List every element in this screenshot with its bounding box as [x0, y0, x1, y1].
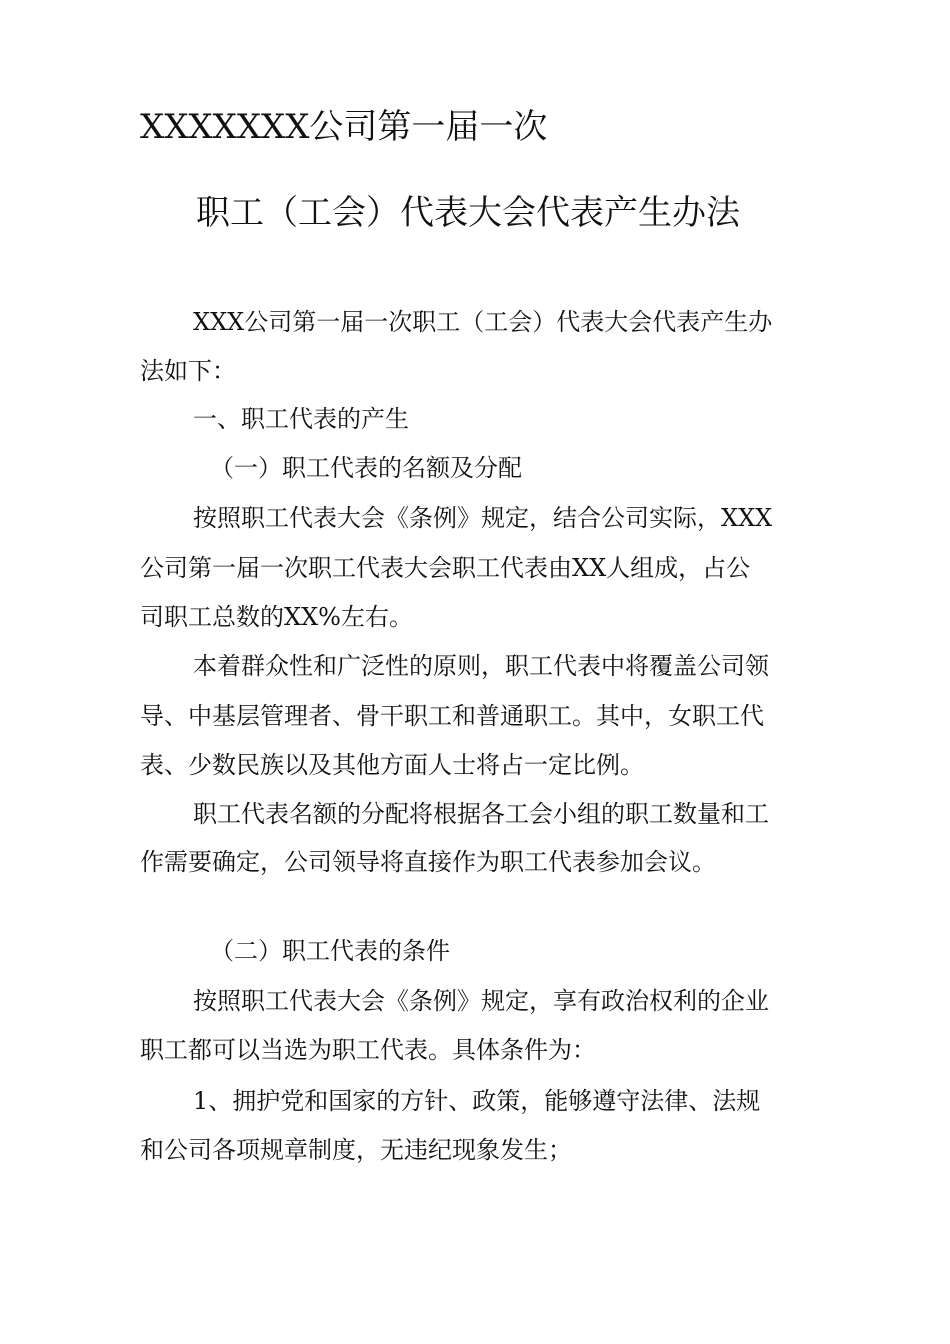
body-line: 职工都可以当选为职工代表。具体条件为：: [140, 1036, 596, 1064]
body-line: 法如下：: [140, 357, 236, 385]
document-title-line2: 职工（工会）代表大会代表产生办法: [196, 193, 740, 233]
body-line: 表、少数民族以及其他方面人士将占一定比例。: [140, 751, 644, 779]
body-line: 本着群众性和广泛性的原则，职工代表中将覆盖公司领: [193, 652, 769, 680]
body-line: 作需要确定，公司领导将直接作为职工代表参加会议。: [140, 848, 716, 876]
section-heading: 一、职工代表的产生: [193, 405, 409, 433]
body-line: 职工代表名额的分配将根据各工会小组的职工数量和工: [193, 800, 769, 828]
body-line: 导、中基层管理者、骨干职工和普通职工。其中，女职工代: [140, 702, 764, 730]
body-line: 按照职工代表大会《条例》规定，结合公司实际，XXX: [193, 504, 773, 532]
subsection-heading: （二）职工代表的条件: [210, 937, 450, 965]
body-line: 按照职工代表大会《条例》规定，享有政治权利的企业: [193, 987, 769, 1015]
list-item: 1、拥护党和国家的方针、政策，能够遵守法律、法规: [193, 1087, 761, 1115]
body-line: 司职工总数的XX%左右。: [140, 603, 413, 631]
body-line: 公司第一届一次职工代表大会职工代表由XX人组成，占公: [140, 554, 751, 582]
body-line: 和公司各项规章制度，无违纪现象发生；: [140, 1136, 572, 1164]
subsection-heading: （一）职工代表的名额及分配: [210, 454, 522, 482]
body-line: XXX公司第一届一次职工（工会）代表大会代表产生办: [193, 308, 773, 336]
document-title-line1: XXXXXXX公司第一届一次: [140, 107, 548, 147]
